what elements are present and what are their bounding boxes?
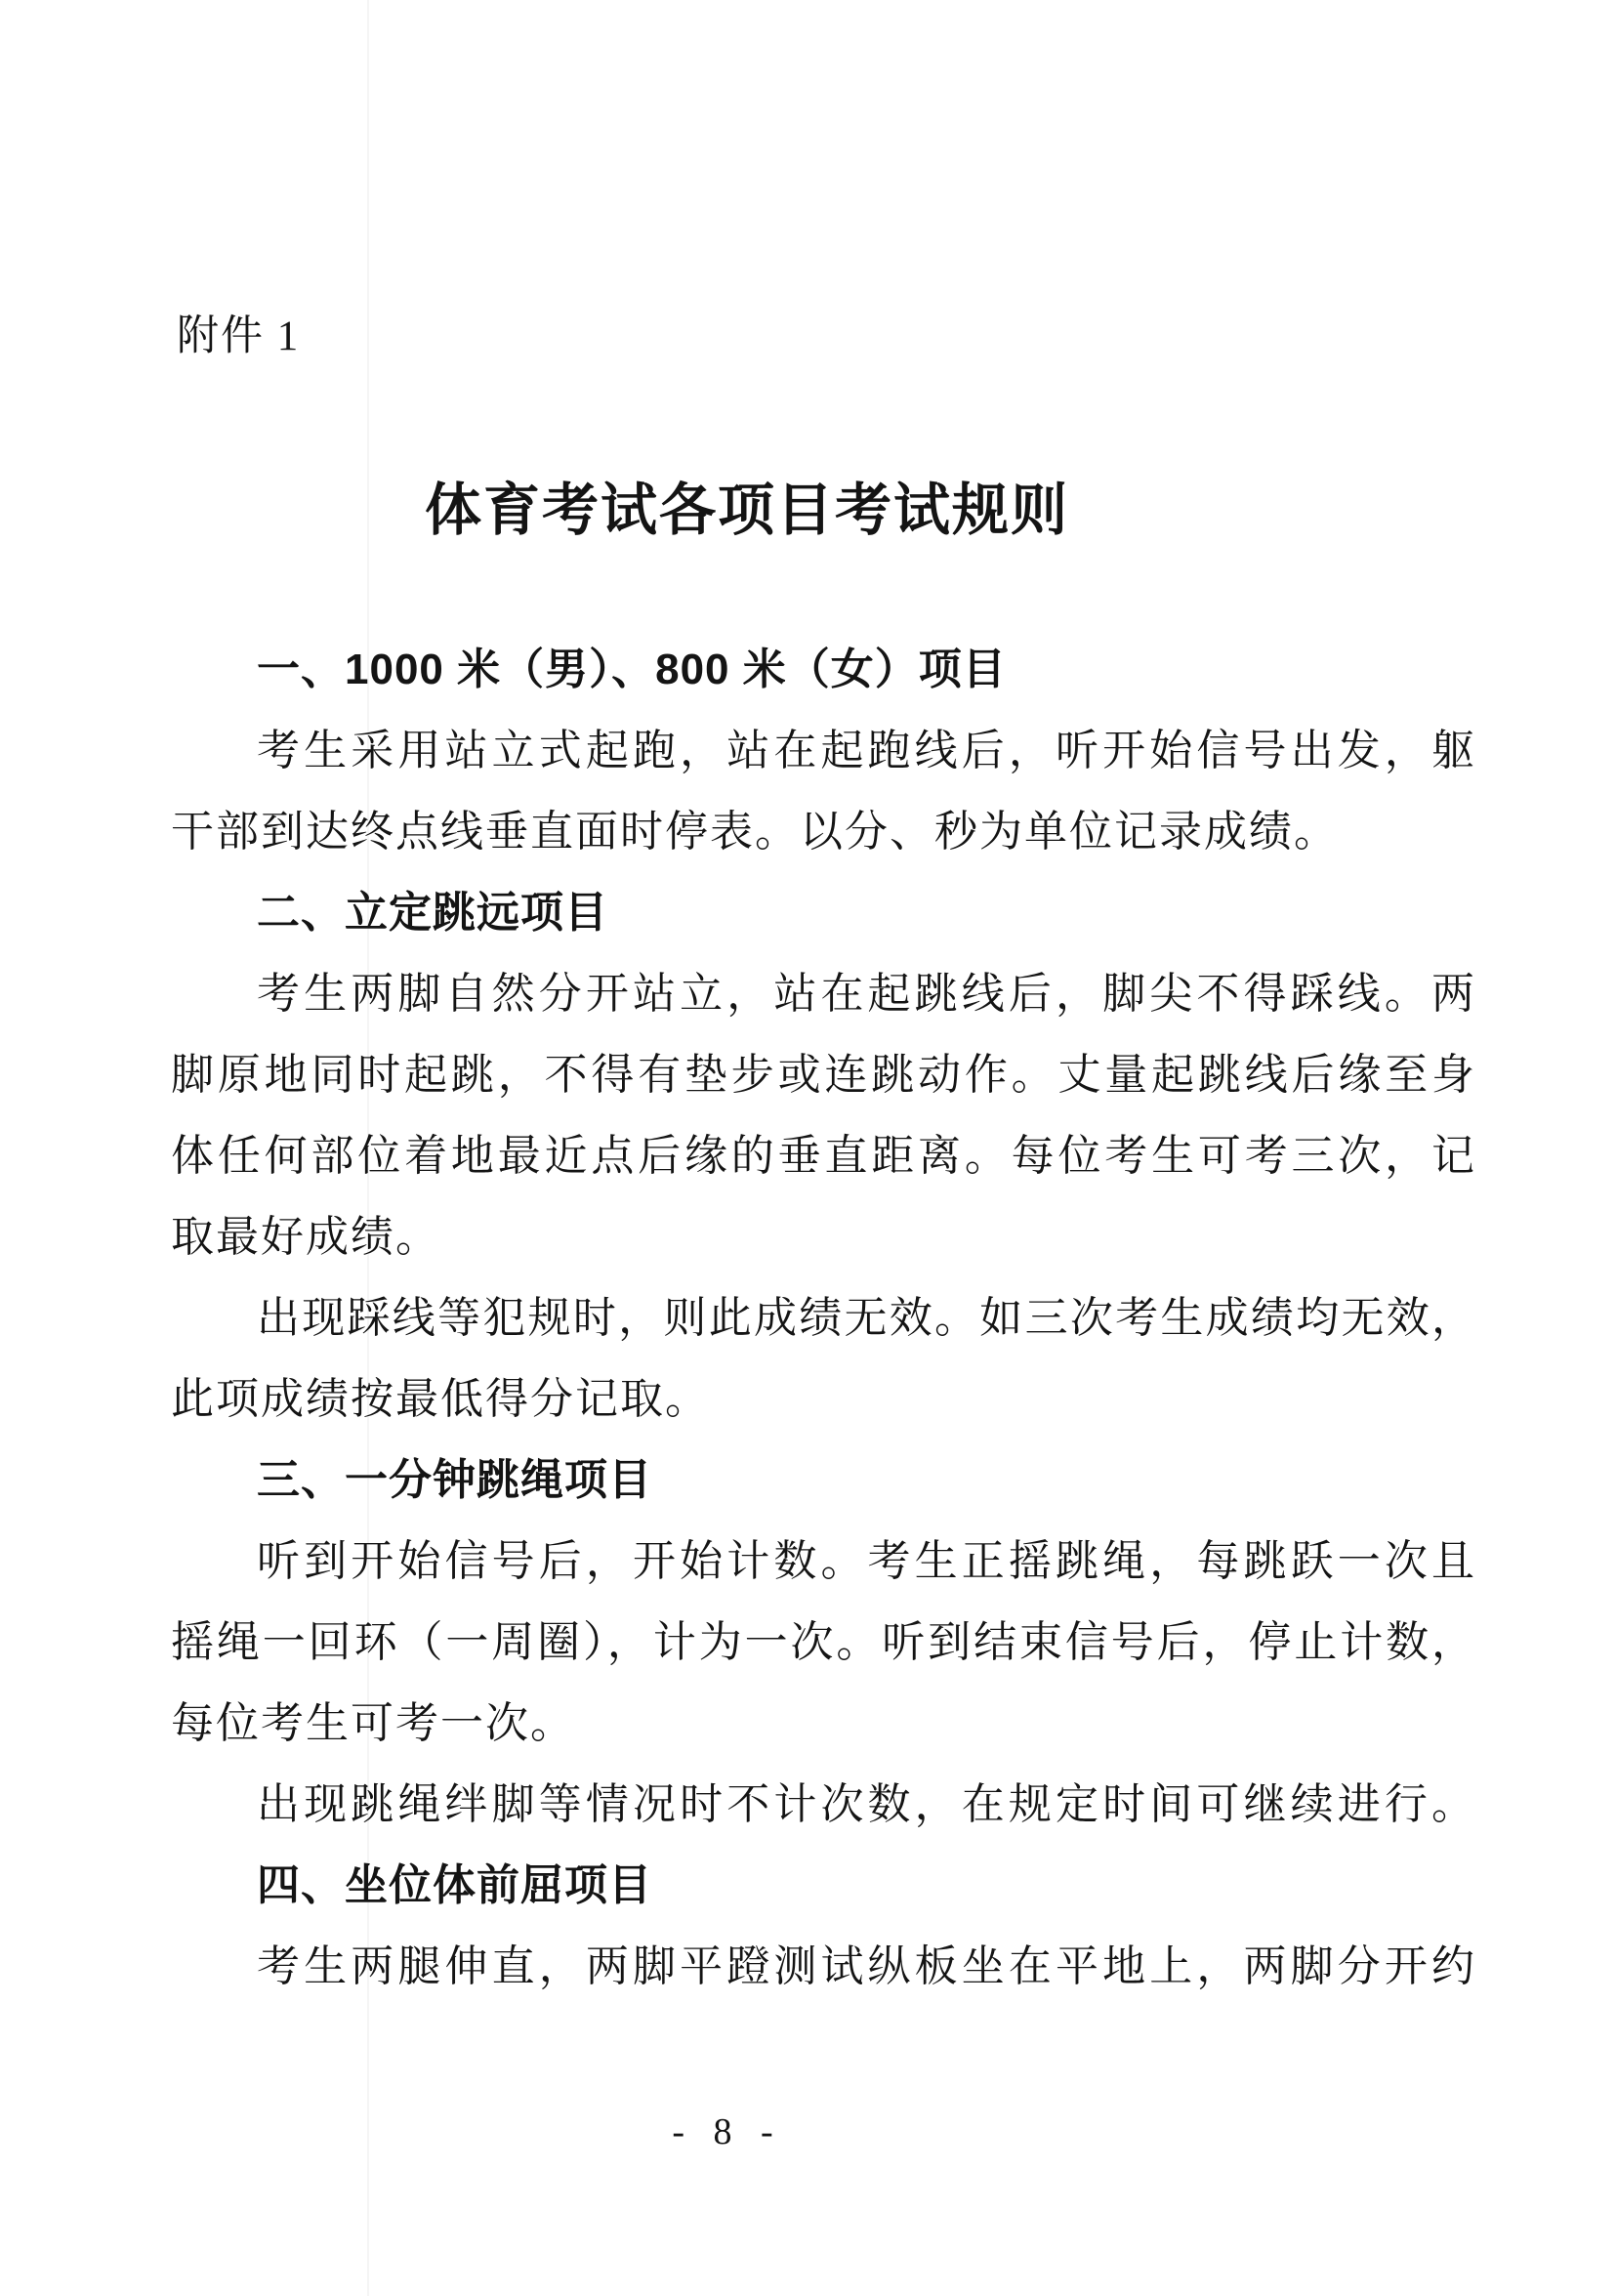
body-text-line: 每位考生可考一次。 xyxy=(171,1699,575,1747)
section-heading: 四、坐位体前屈项目 xyxy=(257,1861,652,1909)
body-text-line: 出现踩线等犯规时，则此成绩无效。如三次考生成绩均无效， xyxy=(257,1294,1474,1342)
body-text-line: 考生两脚自然分开站立，站在起跳线后，脚尖不得踩线。两 xyxy=(257,970,1474,1018)
body-text-line: 出现跳绳绊脚等情况时不计次数，在规定时间可继续进行。 xyxy=(257,1780,1474,1828)
document-lines xyxy=(171,629,1474,2007)
body-text-line: 考生采用站立式起跑，站在起跑线后，听开始信号出发，躯 xyxy=(257,727,1474,774)
body-text-line: 干部到达终点线垂直面时停表。以分、秒为单位记录成绩。 xyxy=(171,808,1339,856)
body-text-line: 听到开始信号后，开始计数。考生正摇跳绳，每跳跃一次且 xyxy=(257,1537,1474,1585)
section-heading: 一、1000 米（男）、800 米（女）项目 xyxy=(257,646,1007,693)
body-text-line: 考生两腿伸直，两脚平蹬测试纵板坐在平地上，两脚分开约 xyxy=(257,1942,1474,1990)
section-heading: 三、一分钟跳绳项目 xyxy=(257,1456,652,1504)
page-number: - 8 - xyxy=(672,2111,783,2152)
body-text-line: 体任何部位着地最近点后缘的垂直距离。每位考生可考三次，记 xyxy=(171,1132,1474,1180)
body-text-line: 脚原地同时起跳，不得有垫步或连跳动作。丈量起跳线后缘至身 xyxy=(171,1051,1474,1099)
body-text-line: 取最好成绩。 xyxy=(171,1213,440,1261)
page-title: 体育考试各项目考试规则 xyxy=(424,479,1069,542)
attachment-label: 附件 1 xyxy=(177,313,301,359)
section-heading: 二、立定跳远项目 xyxy=(257,889,608,937)
body-text-line: 摇绳一回环（一周圈），计为一次。听到结束信号后，停止计数， xyxy=(171,1618,1474,1666)
body-text-line: 此项成绩按最低得分记取。 xyxy=(171,1375,710,1423)
